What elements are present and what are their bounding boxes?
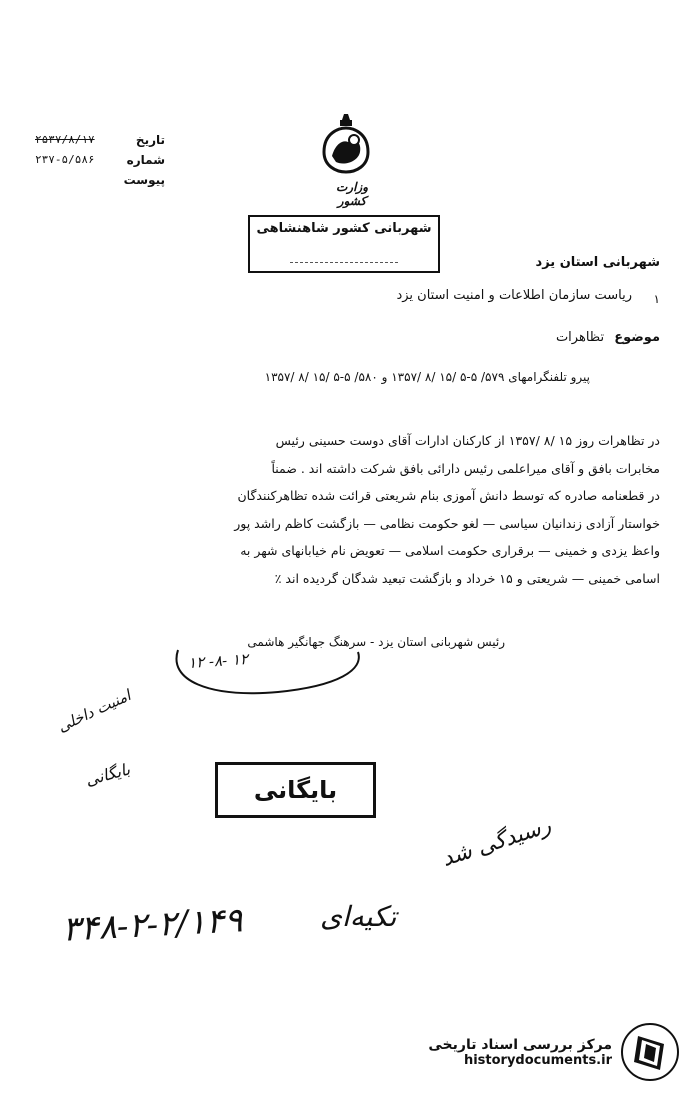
stamp-scribble [290,244,398,263]
letter-header-meta [35,130,165,190]
archive-stamp: بایگانی [215,762,376,818]
police-stamp [248,215,440,273]
handwritten-name: تکیه‌ای [320,900,397,933]
handwritten-note-processed: رسیدگی شد [438,813,555,872]
body-line: در تظاهرات روز ۱۵ /۸ /۱۳۵۷ از کارکنان ادارات آقای دوست حسینی رئیس [275,433,660,448]
handwritten-note-security: امنیت داخلی [54,686,134,736]
footer-text [428,1037,612,1068]
recipient-number: ۱ [653,292,660,306]
handwritten-note-archive: بایگانی [83,759,132,790]
signature-line: رئیس شهربانی استان یزد - سرهنگ جهانگیر هاشمی [247,635,505,649]
letter-body [40,427,660,592]
body-line: اسامی خمینی — شریعتی و ۱۵ خرداد و بازگشت تبعید شدگان گردیده اند ٪ [274,570,660,586]
stamp-title: شهربانی کشور شاهنشاهی [256,221,432,236]
handwritten-file-number: ۳۴۸-۲-۲/۱۴۹ [61,900,244,950]
footer-watermark [428,1010,680,1094]
body-line: در قطعنامه صادره که توسط دانش آموزی بنام شریعتی قرائت شده تظاهرکنندگان [237,488,660,503]
date-value: ۲۵۳۷/۸/۱۷ [35,133,95,146]
date-row [35,130,165,150]
number-value: ۲۳۷-۵/۵۸۶ [35,153,95,166]
letter-reference: پیرو تلفنگرامهای ۵۷۹/ ۵-۵ /۱۵ /۸ /۱۳۵۷ و ۵۸۰/ ۵-۵ /۱۵ /۸ /۱۳۵۷ [264,370,590,384]
attachment-value [35,170,43,190]
number-label: شماره [126,153,165,167]
number-row [35,150,165,170]
footer-title: مرکز بررسی اسناد تاریخی [428,1036,612,1053]
date-label: تاریخ [135,133,165,147]
subject-label: موضوع [614,330,660,345]
letter-from: شهربانی استان یزد [535,255,660,270]
attachment-label: پیوست [123,173,165,187]
subject-text: تظاهرات [555,330,605,345]
archive-center-logo-icon [620,1022,680,1082]
body-line: واعظ یزدی و خمینی — برقراری حکومت اسلامی — تعویض نام خیابانهای شهر به [240,543,660,558]
letter-subject [556,330,660,345]
handwritten-date: ۱۲ -۸- ۱۲ [187,649,249,673]
ministry-name: وزارت کشور [335,180,368,208]
footer-url: historydocuments.ir [463,1052,612,1068]
letter-to: ریاست سازمان اطلاعات و امنیت استان یزد [396,288,632,303]
body-line: مخابرات بافق و آقای میراعلمی رئیس دارائی بافق شرکت داشته اند . ضمناً [271,460,660,476]
attachment-row [35,170,165,190]
lion-and-sun-emblem-icon [318,112,374,174]
body-line: خواستار آزادی زندانیان سیاسی — لغو حکومت نظامی — بازگشت کاظم راشد پور [234,515,660,531]
